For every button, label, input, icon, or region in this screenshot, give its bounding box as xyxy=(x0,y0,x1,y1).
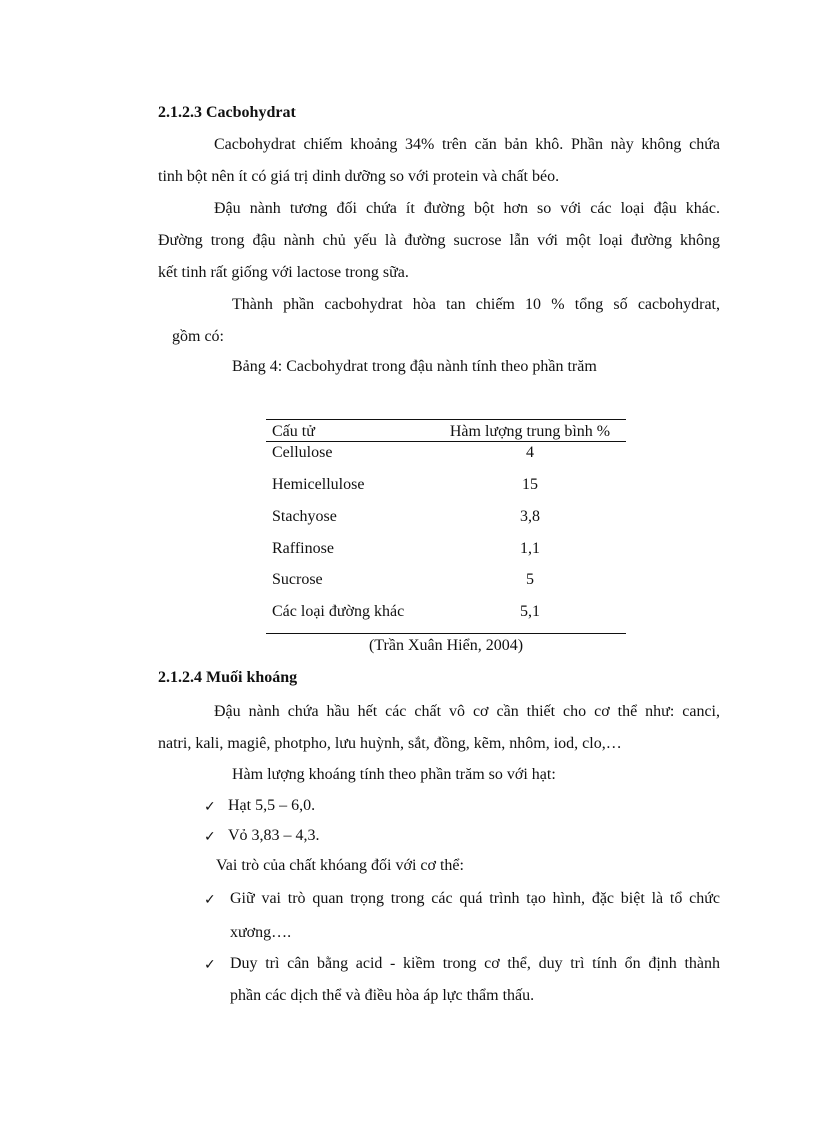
table-top-rule xyxy=(266,419,626,420)
bullet-role1-line2: xương…. xyxy=(230,924,292,941)
carb-para3-line1: Thành phần cacbohydrat hòa tan chiếm 10 % tổng số cacbohydrat, xyxy=(232,296,720,313)
section-heading-minerals: 2.1.2.4 Muối khoáng xyxy=(158,669,298,686)
bullet-seed: Hạt 5,5 – 6,0. xyxy=(228,797,316,814)
bullet-role1-line1: Giữ vai trò quan trọng trong các quá trình tạo hình, đặc biệt là tổ chức xyxy=(230,890,720,907)
table-row-name: Hemicellulose xyxy=(272,476,365,493)
table-row-value: 15 xyxy=(522,476,538,493)
table-row-name: Stachyose xyxy=(272,508,337,525)
table-bottom-rule xyxy=(266,633,626,634)
carb-para2-line1: Đậu nành tương đối chứa ít đường bột hơn so với các loại đậu khác. xyxy=(214,200,720,217)
check-icon: ✓ xyxy=(204,829,216,845)
bullet-role2-line2: phần các dịch thể và điều hòa áp lực thẩm thấu. xyxy=(230,987,535,1004)
check-icon: ✓ xyxy=(204,892,216,908)
table-row-name: Raffinose xyxy=(272,540,334,557)
table-row-value: 5,1 xyxy=(520,603,540,620)
table-row-name: Các loại đường khác xyxy=(272,603,405,620)
check-icon: ✓ xyxy=(204,957,216,973)
bullet-hull: Vỏ 3,83 – 4,3. xyxy=(228,827,320,844)
mineral-para3: Vai trò của chất khóang đối với cơ thể: xyxy=(216,857,464,874)
table-source: (Trần Xuân Hiển, 2004) xyxy=(368,637,524,654)
carb-para2-line2: Đường trong đậu nành chủ yếu là đường sucrose lẫn với một loại đường không xyxy=(158,232,720,249)
mineral-para2: Hàm lượng khoáng tính theo phần trăm so với hạt: xyxy=(232,766,556,783)
table-row-name: Cellulose xyxy=(272,444,333,461)
table-caption: Bảng 4: Cacbohydrat trong đậu nành tính theo phần trăm xyxy=(232,358,597,375)
carb-para1-line1: Cacbohydrat chiếm khoảng 34% trên căn bản khô. Phần này không chứa xyxy=(214,136,720,153)
table-row-value: 3,8 xyxy=(520,508,540,525)
table-header-rule xyxy=(266,441,626,442)
table-row-value: 4 xyxy=(526,444,534,461)
table-row-name: Sucrose xyxy=(272,571,323,588)
table-row-value: 1,1 xyxy=(520,540,540,557)
check-icon: ✓ xyxy=(204,799,216,815)
table-header-average: Hàm lượng trung bình % xyxy=(449,423,611,440)
carb-para1-line2: tinh bột nên ít có giá trị dinh dưỡng so với protein và chất béo. xyxy=(158,168,560,185)
bullet-role2-line1: Duy trì cân bằng acid - kiềm trong cơ thể, duy trì tính ổn định thành xyxy=(230,955,720,972)
section-heading-carbohydrate: 2.1.2.3 Cacbohydrat xyxy=(158,104,296,121)
table-row-value: 5 xyxy=(526,571,534,588)
mineral-para1-line1: Đậu nành chứa hầu hết các chất vô cơ cần thiết cho cơ thể như: canci, xyxy=(214,703,720,720)
table-header-component: Cấu tử xyxy=(272,423,315,440)
mineral-para1-line2: natri, kali, magiê, photpho, lưu huỳnh, sắt, đồng, kẽm, nhôm, iod, clo,… xyxy=(158,735,622,752)
carb-para2-line3: kết tinh rất giống với lactose trong sữa. xyxy=(158,264,409,281)
carb-para3-line2: gồm có: xyxy=(172,328,224,345)
